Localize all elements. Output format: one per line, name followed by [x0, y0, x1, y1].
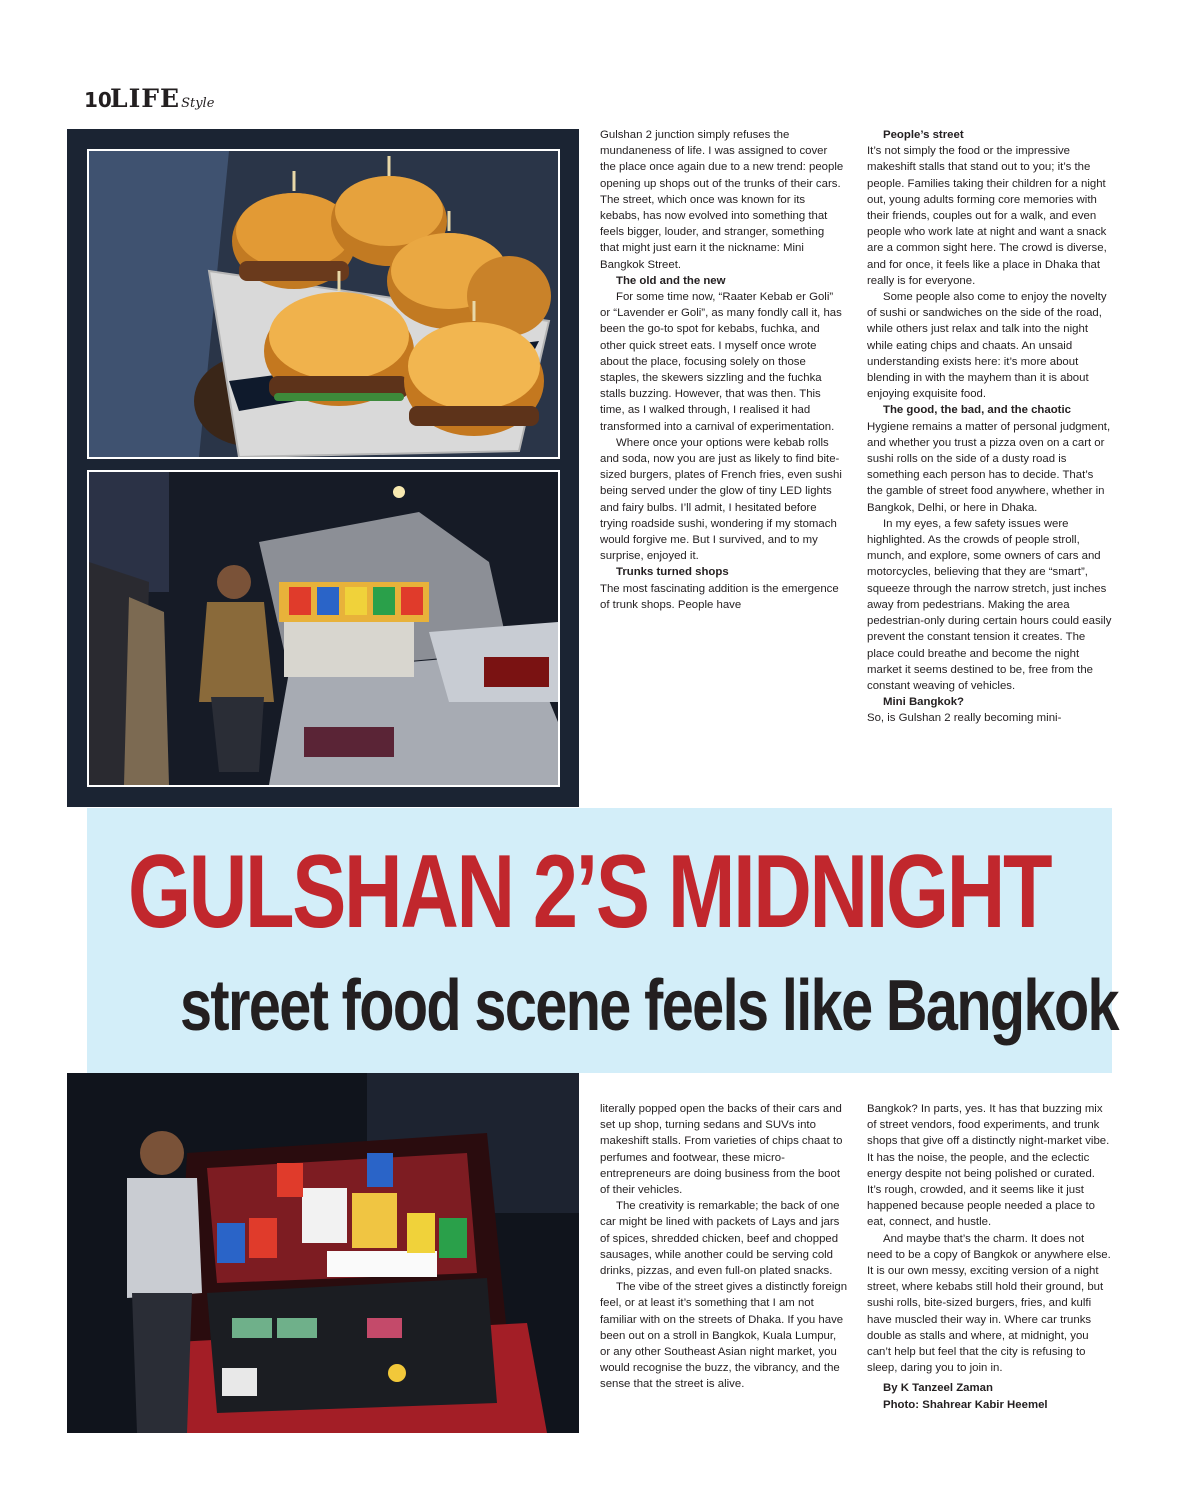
sliders-illustration [89, 151, 558, 457]
subheading-old-and-new: The old and the new [616, 274, 726, 287]
paragraph: The most fascinating addition is the emergence of trunk shops. People have [600, 582, 839, 611]
paragraph: Gulshan 2 junction simply refuses the mundaneness of life. I was assigned to cover the place once again due to a new trend: people opening up shops out of the trunks of their cars. The street, which once was known for its kebabs, has now evolved into something that feels bigger, louder, and stranger, something that might just earn it the nickname: Mini Bangkok Street. [600, 129, 844, 271]
article-column-2-top [867, 127, 1112, 727]
subheading-peoples-street: People’s street [883, 129, 964, 141]
trunk-shop-illustration [89, 472, 558, 785]
article-column-1-bottom [600, 1101, 848, 1393]
subheading-good-bad-chaotic: The good, the bad, and the chaotic [883, 404, 1071, 417]
subheading-trunks-turned-shops: Trunks turned shops [616, 566, 729, 579]
paragraph: literally popped open the backs of their cars and set up shop, turning sedans and SUVs into makeshift stalls. From varieties of chips chaat to perfumes and footwear, these micro-entrepreneurs are doing business from the boot of their vehicles. [600, 1103, 843, 1197]
paragraph: And maybe that’s the charm. It does not need to be a copy of Bangkok or anywhere else. It is our own messy, exciting version of a night street, where kebabs still hold their ground, but sushi rolls, bite-sized burgers, fries, and kulfi have muscled their way in. Where car trunks double as stalls and where, at midnight, you can’t help but feel that the city is refusing to sleep, daring you to join in. [867, 1232, 1111, 1375]
photo-trunk-shop-woman [87, 470, 560, 787]
headline: GULSHAN 2’S MIDNIGHT [128, 834, 1051, 950]
paragraph: It’s not simply the food or the impressive makeshift stalls that stand out to you; it’s the people. Families taking their children for a night out, young adults forming core memories with their friends, couples out for a walk, and even people who work late at night and want a snack are a common sight here. The crowd is diverse, and for once, it feels like a place in Dhaka that really is for everyone. [867, 145, 1107, 287]
magazine-logo-suffix: Style [181, 96, 215, 111]
subheadline: street food scene feels like Bangkok [180, 966, 1118, 1046]
paragraph: So, is Gulshan 2 really becoming mini- [867, 712, 1062, 725]
magazine-logo [110, 84, 214, 113]
photo-credit: Photo: Shahrear Kabir Heemel [883, 1398, 1048, 1411]
article-column-1-top [600, 127, 845, 613]
paragraph: Hygiene remains a matter of personal judgment, and whether you trust a pizza oven on a cart or sushi rolls on the side of a dusty road is something each person has to decide. That’s the gamble of street food anywhere, whether in Bangkok, Delhi, or here in Dhaka. [867, 420, 1111, 514]
photo-trunk-shop-man [67, 1073, 579, 1433]
paragraph: For some time now, “Raater Kebab er Goli” or “Lavender er Goli”, as many fondly call it, has been the go-to spot for kebabs, fuchka, and other quick street eats. I myself once wrote about the place, focusing solely on those staples, the skewers sizzling and the fuchka stalls buzzing. However, that was then. This time, as I walked through, I realised it had transformed into a carnival of experimentation. [600, 291, 842, 433]
paragraph: Bangkok? In parts, yes. It has that buzzing mix of street vendors, food experiments, and trunk shops that give off a distinctly night-market vibe. It has the noise, the people, and the eclectic energy despite not being polished or curated. It’s rough, crowded, and it seems like it just happened because people needed a place to eat, connect, and hustle. [867, 1103, 1110, 1229]
photo-sliders-tray [87, 149, 560, 459]
trunk-stall-illustration [67, 1073, 579, 1433]
subheading-mini-bangkok: Mini Bangkok? [883, 696, 965, 709]
paragraph: The vibe of the street gives a distinctly foreign feel, or at least it’s something that I am not familiar with on the streets of Dhaka. If you have been out on a stroll in Bangkok, Kuala Lumpur, or any other Southeast Asian night market, you would recognise the buzz, the vibrancy, and the sense that the street is alive. [600, 1281, 848, 1391]
paragraph: Some people also come to enjoy the novelty of sushi or sandwiches on the side of the road, while others just relax and talk into the night while eating chips and chaats. An unsaid understanding exists here: it’s more about blending in with the mayhem than it is about enjoying exquisite food. [867, 291, 1107, 401]
page-number: 10 [84, 88, 112, 112]
magazine-logo-wordmark: LIFE [110, 84, 181, 113]
paragraph: The creativity is remarkable; the back of one car might be lined with packets of Lays and jars of spices, shredded chicken, beef and chopped sausages, while another could be serving cold drinks, pizzas, and even full-on plated snacks. [600, 1200, 840, 1278]
paragraph: Where once your options were kebab rolls and soda, now you are just as likely to find bite-sized burgers, plates of French fries, even sushi being served under the glow of tiny LED lights and fairy bulbs. I’ll admit, I hesitated before trying roadside sushi, wondering if my stomach would forgive me. But I survived, and to my surprise, enjoyed it. [600, 436, 842, 563]
article-column-2-bottom [867, 1101, 1112, 1413]
byline: By K Tanzeel Zaman [883, 1382, 993, 1395]
paragraph: In my eyes, a few safety issues were highlighted. As the crowds of people stroll, munch, and explore, some owners of cars and motorcycles, believing that they are “smart”, squeeze through the narrow stretch, just inches away from pedestrians. Making the area pedestrian-only during certain hours could easily prevent the constant tension it creates. The place could breathe and become the night market it seems destined to be, free from the constant weaving of vehicles. [867, 517, 1112, 692]
